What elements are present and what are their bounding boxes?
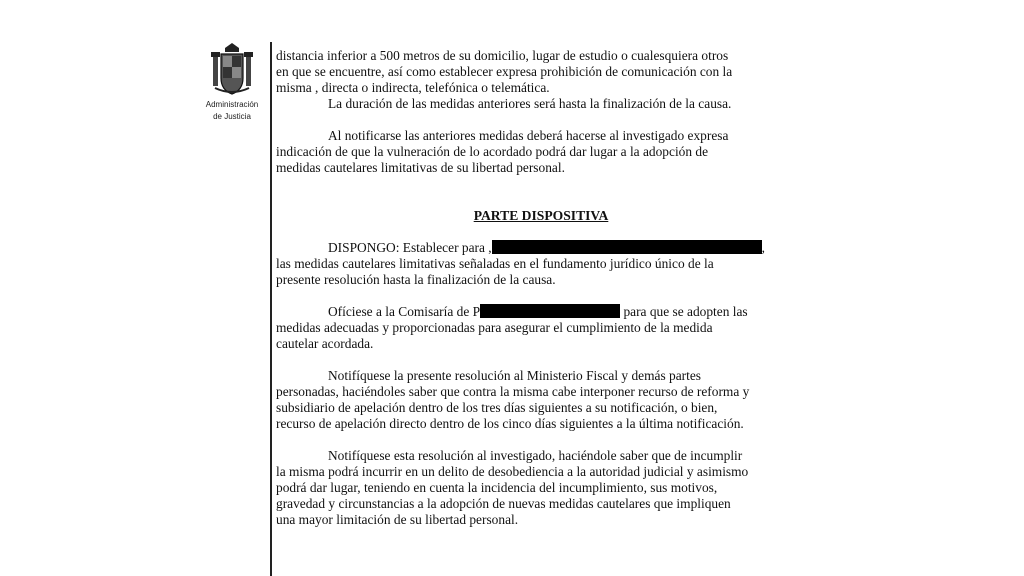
coat-of-arms-icon — [209, 42, 255, 98]
paragraph-line — [276, 304, 806, 320]
text-fragment: Ofíciese a la Comisaría de P — [328, 304, 481, 319]
paragraph-line: presente resolución hasta la finalización de la causa. — [276, 272, 556, 287]
paragraph-line: Notifíquese la presente resolución al Ministerio Fiscal y demás partes — [328, 368, 701, 383]
paragraph-line: medidas adecuadas y proporcionadas para asegurar el cumplimiento de la medida — [276, 320, 713, 335]
margin-rule — [270, 42, 272, 576]
redaction-bar — [480, 304, 620, 318]
paragraph-line: personadas, haciéndoles saber que contra la misma cabe interponer recurso de reforma y — [276, 384, 750, 399]
paragraph-line: indicación de que la vulneración de lo acordado podrá dar lugar a la adopción de — [276, 144, 709, 159]
paragraph-line: La duración de las medidas anteriores será hasta la finalización de la causa. — [328, 96, 732, 111]
paragraph-line: misma , directa o indirecta, telefónica o telemática. — [276, 80, 550, 95]
text-fragment: DISPONGO: Establecer para — [328, 240, 485, 255]
text-fragment: , — [761, 240, 765, 255]
paragraph-line — [276, 240, 806, 256]
paragraph-line: recurso de apelación directo dentro de los cinco días siguientes a la última notificación. — [276, 416, 744, 431]
paragraph-line: podrá dar lugar, teniendo en cuenta la incidencia del incumplimiento, sus motivos, — [276, 480, 718, 495]
paragraph-line: cautelar acordada. — [276, 336, 374, 351]
paragraph-line: una mayor limitación de su libertad personal. — [276, 512, 519, 527]
paragraph-line: en que se encuentre, así como establecer expresa prohibición de comunicación con la — [276, 64, 733, 79]
paragraph-line: subsidiario de apelación dentro de los tres días siguientes a su notificación, o bien, — [276, 400, 718, 415]
paragraph-line: medidas cautelares limitativas de su libertad personal. — [276, 160, 565, 175]
text-fragment: , — [484, 240, 492, 255]
crest-label-line2: de Justicia — [213, 112, 251, 121]
section-title: PARTE DISPOSITIVA — [473, 208, 609, 223]
crest-label-line1: Administración — [205, 100, 259, 109]
paragraph-line: gravedad y circunstancias a la adopción de nuevas medidas cautelares que impliquen — [276, 496, 731, 511]
paragraph-line: Notifíquese esta resolución al investigado, haciéndole saber que de incumplir — [328, 448, 743, 463]
paragraph-line: las medidas cautelares limitativas señaladas en el fundamento jurídico único de la — [276, 256, 714, 271]
coat-of-arms — [200, 42, 264, 124]
paragraph-line: distancia inferior a 500 metros de su domicilio, lugar de estudio o cualesquiera otros — [276, 48, 729, 63]
paragraph-line: la misma podrá incurrir en un delito de desobediencia a la autoridad judicial y asimismo — [276, 464, 749, 479]
text-fragment: para que se adopten las — [623, 304, 748, 319]
redaction-bar — [492, 240, 762, 254]
document-body — [276, 48, 806, 528]
paragraph-line: Al notificarse las anteriores medidas deberá hacerse al investigado expresa — [328, 128, 729, 143]
